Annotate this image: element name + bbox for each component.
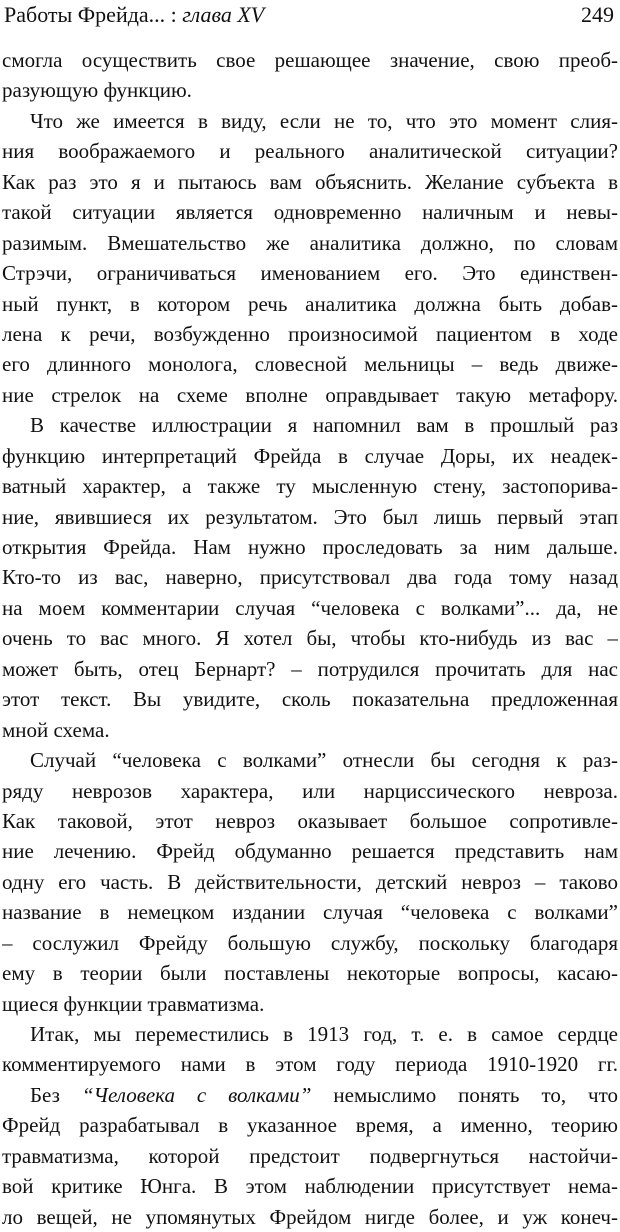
text-line: одну его часть. В действительности, детский невроз – таково: [2, 869, 618, 894]
text-line: Как таковой, этот невроз оказывает большое сопротивле-: [2, 808, 618, 833]
text-line: Кто-то из вас, наверно, присутствовал два года тому назад: [2, 565, 618, 590]
text-line: ряду неврозов характера, или нарциссического невроза.: [2, 778, 618, 803]
text-segment: Без: [30, 1082, 82, 1107]
text-line: вой критике Юнга. В этом наблюдении присутствует нема-: [2, 1174, 618, 1199]
text-line: открытия Фрейда. Нам нужно проследовать за ним дальше.: [2, 535, 618, 559]
text-line: ему в теории были поставлены некоторые вопросы, касаю-: [2, 961, 618, 986]
text-line: ния воображаемого и реального аналитической ситуации?: [2, 139, 618, 164]
text-line: ние стрелок на схеме вполне оправдывает такую метафору.: [2, 382, 618, 407]
text-line: ный пункт, в котором речь аналитика должна быть добав-: [2, 291, 618, 316]
body-text: [2, 45, 618, 1232]
text-line: ние лечению. Фрейд обдуманно решается представить нам: [2, 839, 618, 864]
running-title-text: Работы Фрейда... :: [4, 2, 183, 27]
text-line: разующую функцию.: [2, 78, 192, 103]
page-number: 249: [581, 2, 614, 27]
text-line: Как раз это я и пытаюсь вам объяснить. Желание субъекта в: [2, 169, 618, 194]
text-line: его длинного монолога, словесной мельницы – ведь движе-: [2, 352, 618, 377]
text-line: такой ситуации является одновременно наличным и невы-: [2, 200, 618, 225]
text-line: мной схема.: [2, 717, 110, 742]
text-line: Стрэчи, ограничиваться именованием его. Это единствен-: [2, 261, 618, 286]
text-line: щиеся функции травматизма.: [2, 991, 265, 1016]
text-line: Что же имеется в виду, если не то, что это момент слия-: [30, 108, 618, 133]
running-head: [4, 0, 614, 30]
running-title: [4, 0, 264, 30]
text-line: [2, 1080, 618, 1110]
text-line: Итак, мы переместились в 1913 год, т. е. в самое сердце: [30, 1022, 618, 1046]
text-line: очень то вас много. Я хотел бы, чтобы кто-нибудь из вас –: [2, 626, 618, 651]
running-chapter: глава XV: [182, 2, 265, 27]
text-line: ние, явившиеся их результатом. Это был лишь первый этап: [2, 504, 618, 529]
text-line: травматизма, которой предстоит подвергнуться настойчи-: [2, 1143, 618, 1168]
text-line: Случай “человека с волками” отнесли бы сегодня к раз-: [30, 748, 618, 773]
italic-title: “Человека с волками”: [81, 1082, 312, 1107]
text-line: название в немецком издании случая “человека с волками”: [2, 900, 618, 925]
text-segment: немыслимо понять то, что: [311, 1082, 618, 1107]
text-line: функцию интерпретаций Фрейда в случае Доры, их неадек-: [2, 443, 618, 468]
text-line: комментируемого нами в этом году периода 1910-1920 гг.: [2, 1052, 618, 1077]
text-line: на моем комментарии случая “человека с волками”... да, не: [2, 595, 618, 620]
text-line: ло вещей, не упомянутых Фрейдом нигде более, и уж конеч-: [2, 1204, 618, 1229]
text-line: смогла осуществить свое решающее значение, свою преоб-: [2, 48, 618, 72]
text-line: разимым. Вмешательство же аналитика должно, по словам: [2, 230, 618, 255]
text-line: Фрейд разрабатывал в указанное время, а именно, теорию: [2, 1113, 618, 1138]
text-line: этот текст. Вы увидите, сколь показательна предложенная: [2, 687, 618, 712]
text-line: лена к речи, возбужденно произносимой пациентом в ходе: [2, 321, 618, 346]
text-line: В качестве иллюстрации я напомнил вам в прошлый раз: [30, 413, 618, 438]
text-line: ватный характер, а также ту мысленную стену, застопорива-: [2, 474, 618, 499]
text-line: может быть, отец Бернарт? – потрудился прочитать для нас: [2, 656, 618, 681]
text-line: – сослужил Фрейду большую службу, поскольку благодаря: [2, 930, 618, 955]
